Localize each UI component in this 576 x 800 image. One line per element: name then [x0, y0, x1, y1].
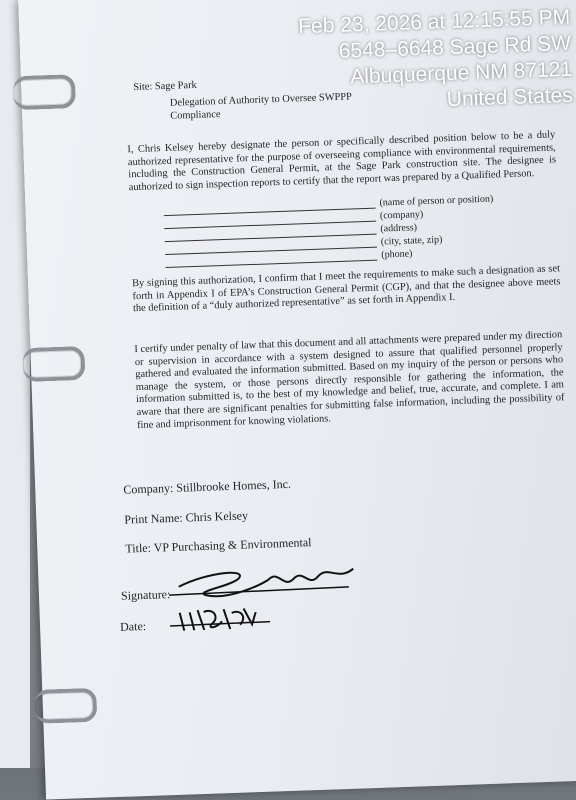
subject-line-2: Compliance — [170, 108, 221, 122]
print-name-field: Print Name: Chris Kelsey — [124, 508, 249, 527]
fill-line-company: (company) — [164, 209, 424, 229]
binder-ring — [34, 688, 97, 724]
fill-line-address: (address) — [164, 222, 417, 242]
signature-label: Signature: — [120, 587, 171, 603]
certification-paragraph: I certify under penalty of law that this document and all attachments were prepared under my direction or supervision in accordance with a system designed to assure that qualified personnel properly gathered and evaluated the information submitted. Based on my inquiry of the person or persons who manage the system, or those persons directly responsible for gathering the information, the information submitted is, to the best of my knowledge and belief, true, accurate, and complete. I am aware that there are significant penalties for submitting false information, including the possibility of fine and imprisonment for knowing violations. — [134, 329, 565, 431]
binder-ring — [13, 74, 76, 110]
designation-paragraph: I, Chris Kelsey hereby designate the person or specifically described position below to be a duly authorized representative for the purpose of overseeing compliance with environmental requirements, including the Construction General Permit, at the Sage Park construction site. The designee is authorized to sign inspection reports to certify that the report was prepared by a Qualified Person. — [127, 129, 557, 194]
fill-line-name: (name of person or position) — [163, 194, 493, 217]
timestamp-datetime: Feb 23, 2026 at 12:15:55 PM — [297, 5, 571, 39]
site-line: Site: Sage Park — [133, 79, 197, 94]
title-field: Title: VP Purchasing & Environmental — [125, 535, 312, 556]
timestamp-street: 6548–6648 Sage Rd SW — [338, 31, 572, 63]
fill-line-phone: (phone) — [165, 248, 412, 268]
timestamp-city: Albuquerque NM 87121 — [349, 57, 573, 89]
subject-line-1: Delegation of Authority to Oversee SWPPP — [169, 91, 353, 109]
handwritten-signature — [168, 545, 391, 653]
company-field: Company: Stillbrooke Homes, Inc. — [123, 476, 292, 497]
binder-ring — [22, 346, 85, 382]
timestamp-country: United States — [446, 83, 574, 112]
photo-timestamp-overlay — [298, 5, 573, 118]
date-label: Date: — [119, 618, 147, 634]
fill-line-city: (city, state, zip) — [165, 234, 443, 255]
document-page — [18, 0, 576, 800]
confirmation-paragraph: By signing this authorization, I confirm that I meet the requirements to make such a designation as set forth in Appendix I of EPA’s Construction General Permit (CGP), and that the designee above meets the definition of a “duly authorized representative” as set forth in Appendix I. — [131, 263, 561, 315]
